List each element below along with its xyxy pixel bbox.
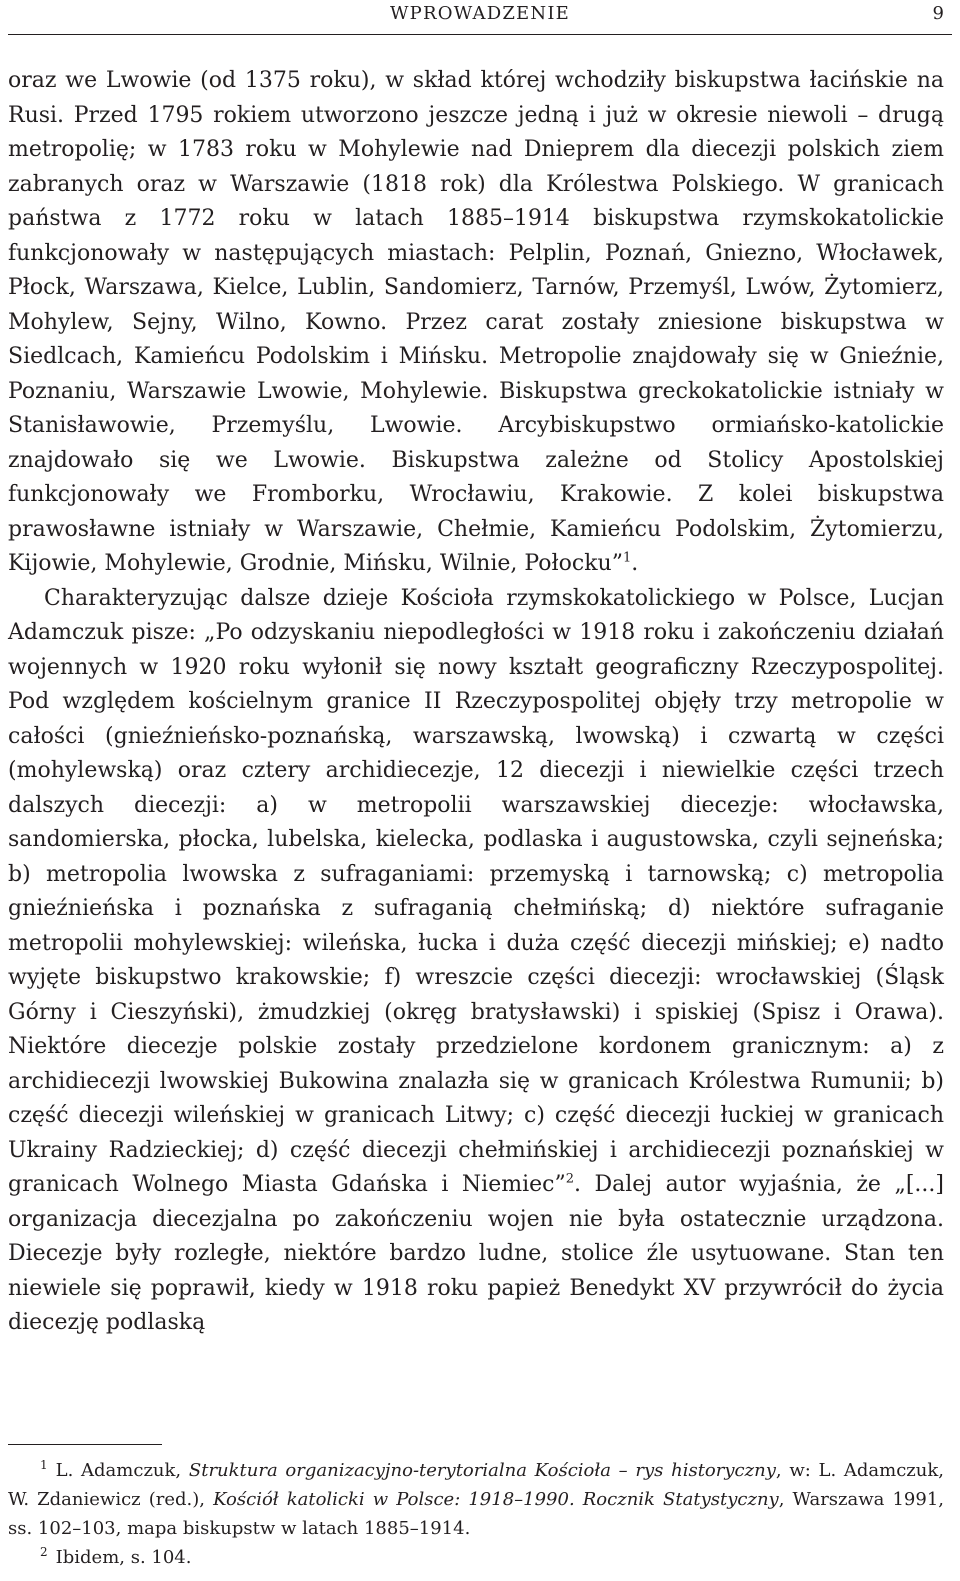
paragraph-2-continuation: . Dalej autor wyjaśnia, że „[...] organizacja diecezjalna po zakończeniu wojen nie była ostatecznie urządzona. Diecezje były rozległe, niektóre bardzo ludne, stolice źle usytuowane. Stan ten niewiele się poprawił, kiedy w 1918 roku papież Benedykt XV przywrócił do życia diecezję podlaską [8,1172,944,1335]
running-title: WPROWADZENIE [389,3,570,24]
paragraph-1 [8,64,944,582]
footnote-1-author: L. Adamczuk, [55,1460,189,1481]
body-text [8,64,944,1341]
running-header [8,0,952,35]
paragraph-1-text: oraz we Lwowie (od 1375 roku), w skład której wchodziły biskupstwa łacińskie na Rusi. Przed 1795 rokiem utworzono jeszcze jedną i już w okresie niewoli – drugą metropolię; w 1783 roku w Mohylewie nad Dnieprem dla diecezji polskich ziem zabranych oraz w Warszawie (1818 rok) dla Królestwa Polskiego. W granicach państwa z 1772 roku w latach 1885–1914 biskupstwa rzymskokatolickie funkcjonowały w następujących miastach: Pelplin, Poznań, Gniezno, Włocławek, Płock, Warszawa, Kielce, Lublin, Sandomierz, Tarnów, Przemyśl, Lwów, Żytomierz, Mohylew, Sejny, Wilno, Kowno. Przez carat zostały zniesione biskupstwa w Siedlcach, Kamieńcu Podolskim i Mińsku. Metropolie znajdowały się w Gnieźnie, Poznaniu, Warszawie Lwowie, Mohylewie. Biskupstwa greckokatolickie istniały w Stanisławowie, Przemyślu, Lwowie. Arcybiskupstwo ormiańsko-katolickie znajdowało się we Lwowie. Biskupstwa zależne od Stolicy Apostolskiej funkcjonowały we Fromborku, Wrocławiu, Krakowie. Z kolei biskupstwa prawosławne istniały w Warszawie, Chełmie, Kamieńcu Podolskim, Żytomierzu, Kijowie, Mohylewie, Grodnie, Mińsku, Wilnie, Połocku” [8,68,944,576]
footnote-reference-2[interactable]: 2 [565,1171,574,1187]
footnote-2-text: Ibidem, s. 104. [55,1547,192,1568]
footnotes [8,1456,944,1572]
footnote-1 [8,1456,944,1543]
footnote-2 [8,1543,944,1572]
footnote-1-title: Struktura organizacyjno-terytorialna Kościoła – rys historyczny [188,1460,776,1481]
footnote-separator [8,1444,162,1445]
footnote-1-book-title: Kościół katolicki w Polsce: 1918–1990. Rocznik Statystyczny [213,1489,779,1510]
paragraph-1-end: . [631,551,639,576]
page-number: 9 [932,3,944,24]
footnote-1-in: , w: L. Adamczuk, W. Zdaniewicz (red.), [8,1460,945,1510]
footnote-2-mark: 2 [40,1545,48,1560]
paragraph-2 [8,582,944,1341]
footnote-1-mark: 1 [40,1458,48,1473]
paragraph-2-text: Charakteryzując dalsze dzieje Kościoła rzymskokatolickiego w Polsce, Lucjan Adamczuk pisze: „Po odzyskaniu niepodległości w 1918 roku i zakończeniu działań wojennych w 1920 roku wyłonił się nowy kształt geograficzny Rzeczypospolitej. Pod względem kościelnym granice II Rzeczypospolitej objęły trzy metropolie w całości (gnieźnieńsko-poznańską, warszawską, lwowską) i czwartą w części (mohylewską) oraz cztery archidiecezje, 12 diecezji i niewielkie części trzech dalszych diecezji: a) w metropolii warszawskiej diecezje: włocławska, sandomierska, płocka, lubelska, kielecka, podlaska i augustowska, czyli sejneńska; b) metropolia lwowska z sufraganiami: przemyską i tarnowską; c) metropolia gnieźnieńska i poznańska z sufraganią chełmińską; d) niektóre sufraganie metropolii mohylewskiej: wileńska, łucka i duża część diecezji mińskiej; e) nadto wyjęte biskupstwo krakowskie; f) wreszcie części diecezji: wrocławskiej (Śląsk Górny i Cieszyński), żmudzkiej (okręg bratysławski) i spiskiej (Spisz i Orawa). Niektóre diecezje polskie zostały przedzielone kordonem granicznym: a) z archidiecezji lwowskiej Bukowina znalazła się w granicach Królestwa Rumunii; b) część diecezji wileńskiej w granicach Litwy; c) część diecezji łuckiej w granicach Ukrainy Radzieckiej; d) część diecezji chełmińskiej i archidiecezji poznańskiej w granicach Wolnego Miasta Gdańska i Niemiec” [8,585,944,1197]
footnote-reference-1[interactable]: 1 [622,550,632,566]
footnote-1-details: , Warszawa 1991, ss. 102–103, mapa biskupstw w latach 1885–1914. [8,1489,944,1539]
